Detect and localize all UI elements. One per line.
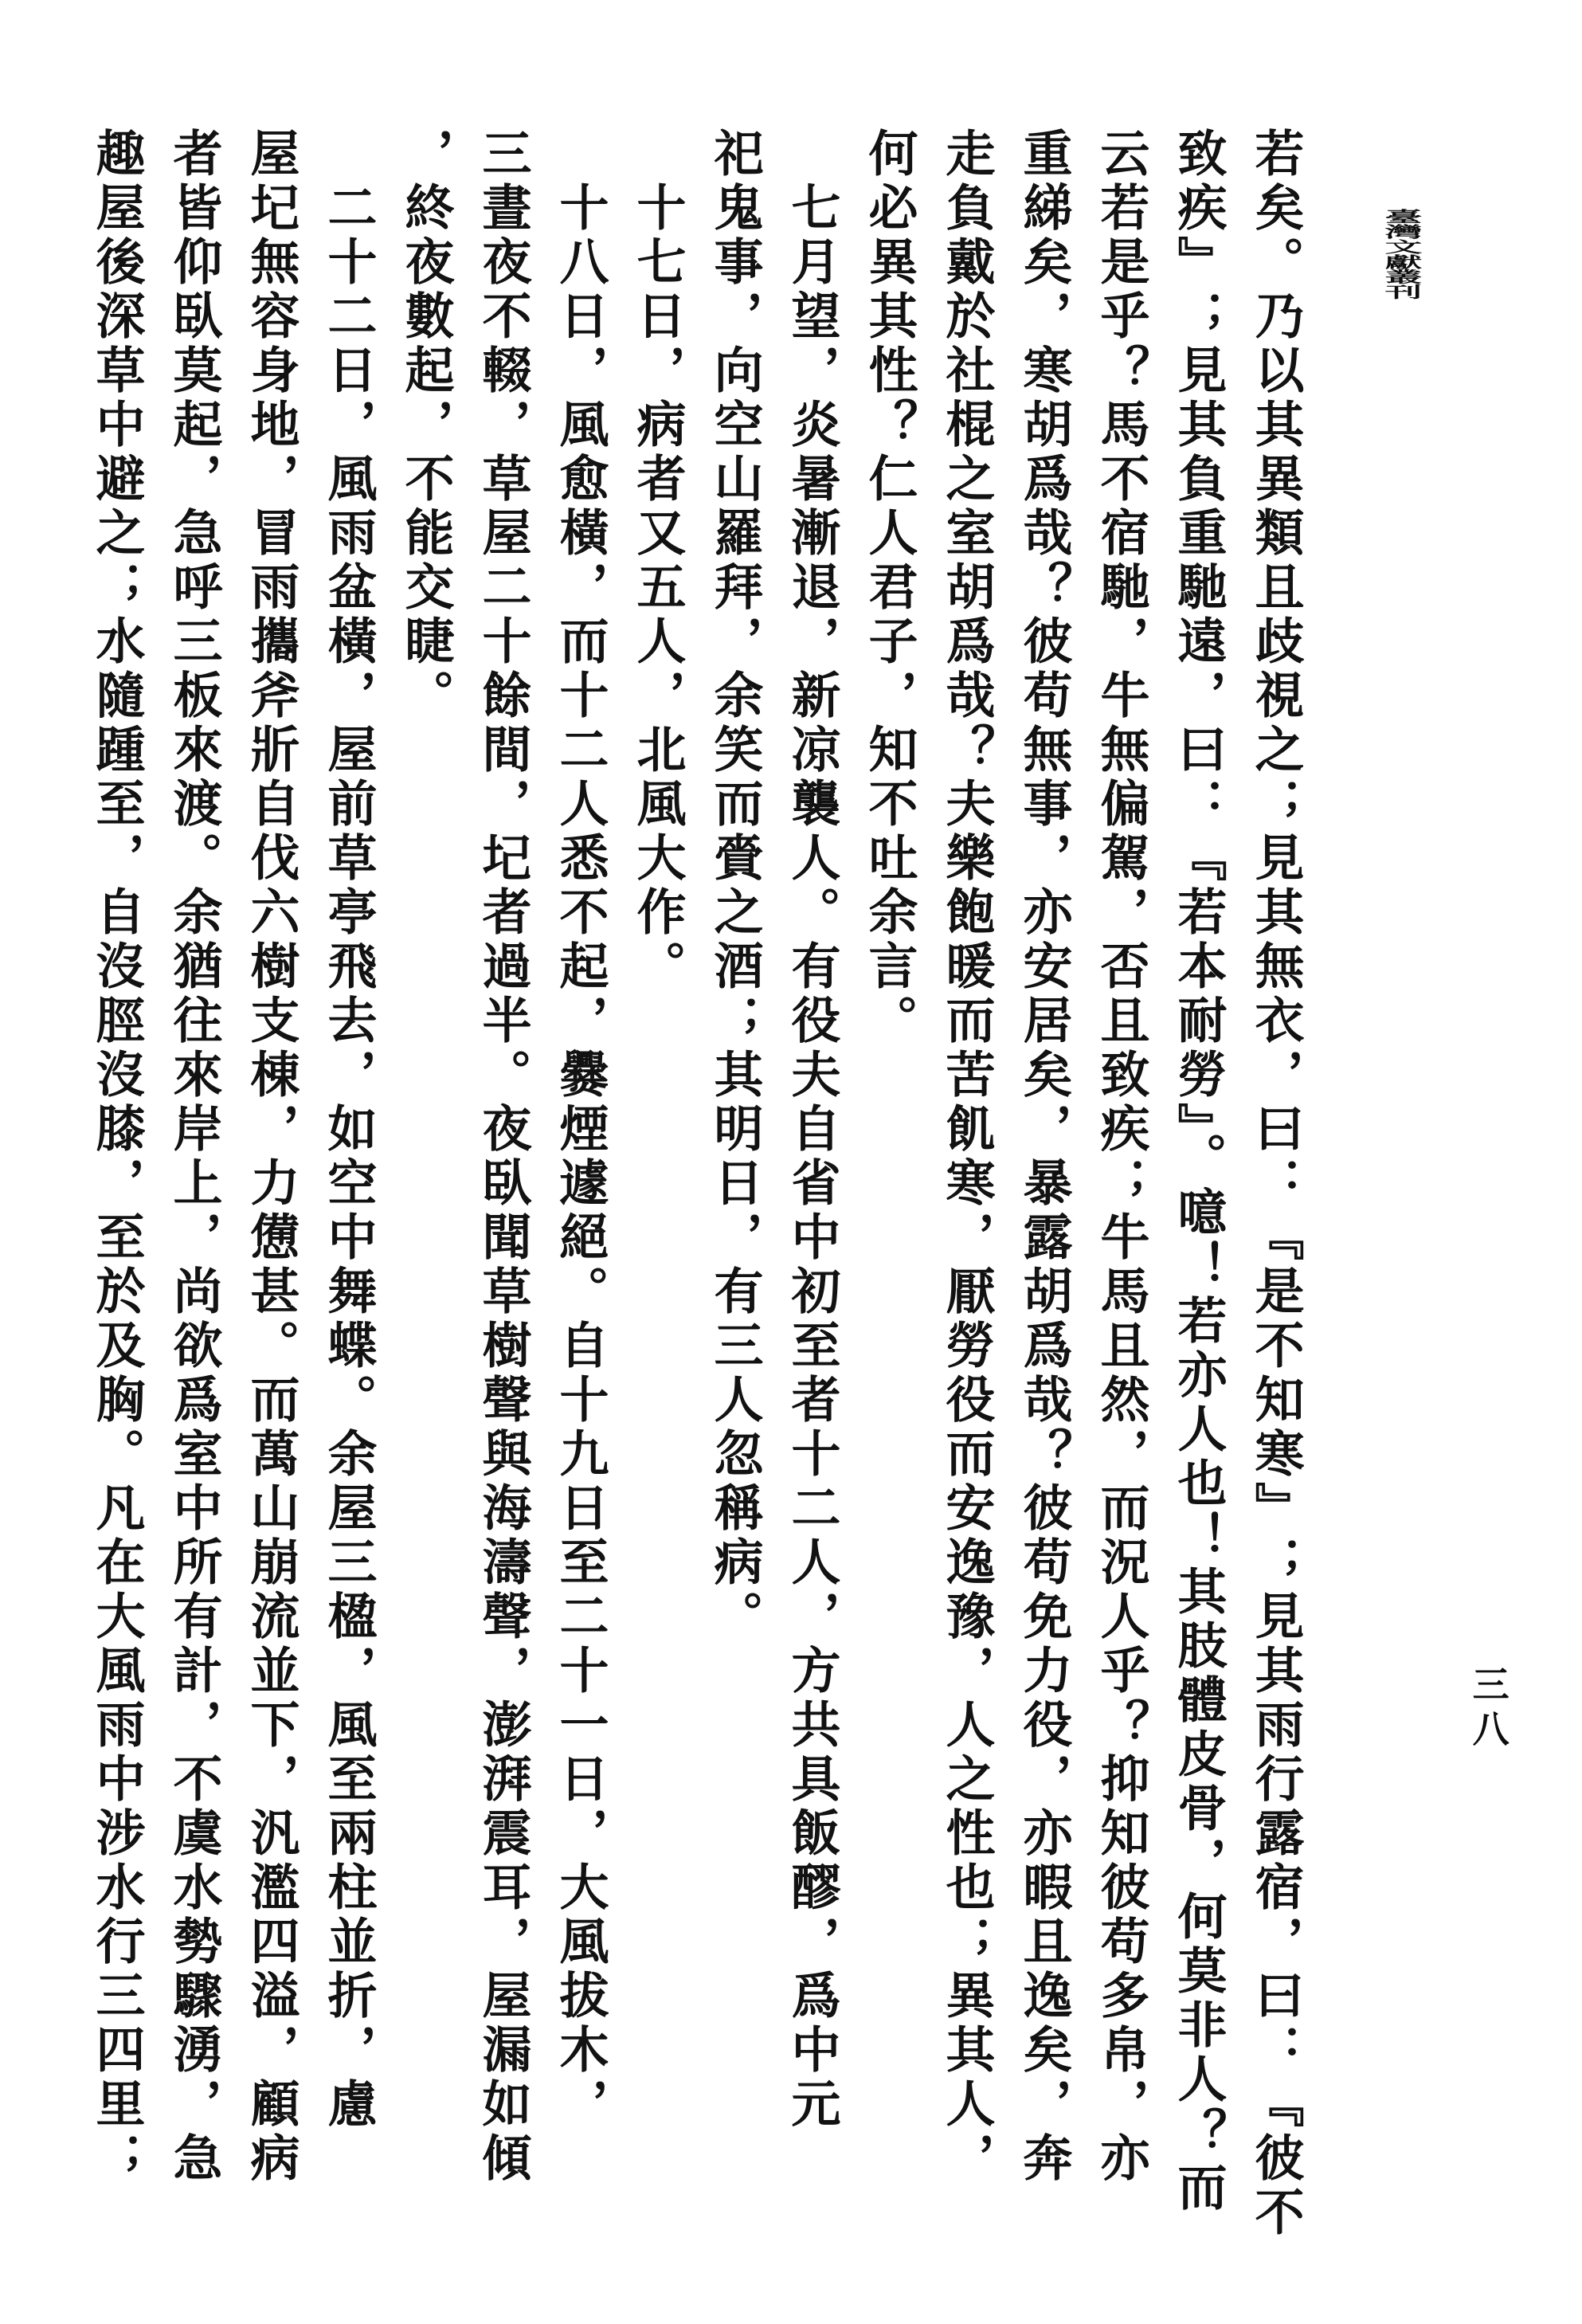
- text-column: 若矣。乃以其異類且歧視之；見其無衣，曰：『是不知寒』；見其雨行露宿，曰：『彼不: [1247, 127, 1302, 2240]
- series-title: 臺灣文獻叢刊: [1379, 209, 1421, 300]
- text-column: 屋圮無容身地，冒雨攜斧斨自伐六樹支棟，力憊甚。而萬山崩流並下，汎濫四溢，顧病: [243, 127, 297, 2186]
- text-column: 祀鬼事，向空山羅拜，余笑而賫之酒；其明日，有三人忽稱病。: [707, 127, 761, 1644]
- text-column: 趣屋後深草中避之；水隨踵至，自沒脛沒膝，至於及胸。凡在大風雨中涉水行三四里；: [88, 127, 143, 2186]
- text-column: 致疾』；見其負重馳遠，曰：『若本耐勞』。噫！若亦人也！其肢體皮骨，何莫非人？而: [1170, 127, 1224, 2216]
- text-column: 何必異其性？仁人君子，知不吐余言。: [861, 127, 915, 1048]
- text-column: 走負戴於社棍之室胡爲哉？夫樂飽暖而苦飢寒，厭勞役而安逸豫，人之性也；異其人，: [938, 127, 993, 2186]
- text-column: 二十二日，風雨盆橫，屋前草亭飛去，如空中舞蝶。余屋三楹，風至兩柱並折，慮: [320, 127, 374, 2132]
- text-column: 十八日，風愈橫，而十二人悉不起，爨煙遽絕。自十九日至二十一日，大風拔木，: [552, 127, 606, 2132]
- page-text-block: [76, 127, 1313, 2251]
- text-column: ，終夜數起，不能交睫。: [397, 127, 452, 723]
- text-column: 云若是乎？馬不宿馳，牛無偏駕，否且致疾；牛馬且然，而況人乎？抑知彼苟多帛，亦: [1093, 127, 1147, 2186]
- text-column: 三晝夜不輟，草屋二十餘間，圮者過半。夜臥聞草樹聲與海濤聲，澎湃震耳，屋漏如傾: [475, 127, 529, 2186]
- text-column: 重綈矣，寒胡爲哉？彼苟無事，亦安居矣，暴露胡爲哉？彼苟免力役，亦暇且逸矣，奔: [1016, 127, 1070, 2186]
- text-column: 者皆仰臥莫起，急呼三板來渡。余猶往來岸上，尚欲爲室中所有計，不虞水勢驟湧，急: [166, 127, 220, 2186]
- text-column: 十七日，病者又五人，北風大作。: [629, 127, 683, 994]
- page-number: 三八: [1467, 1665, 1509, 1754]
- text-column: 七月望，炎暑漸退，新凉襲人。有役夫自省中初至者十二人，方共具飯醪，爲中元: [784, 127, 838, 2132]
